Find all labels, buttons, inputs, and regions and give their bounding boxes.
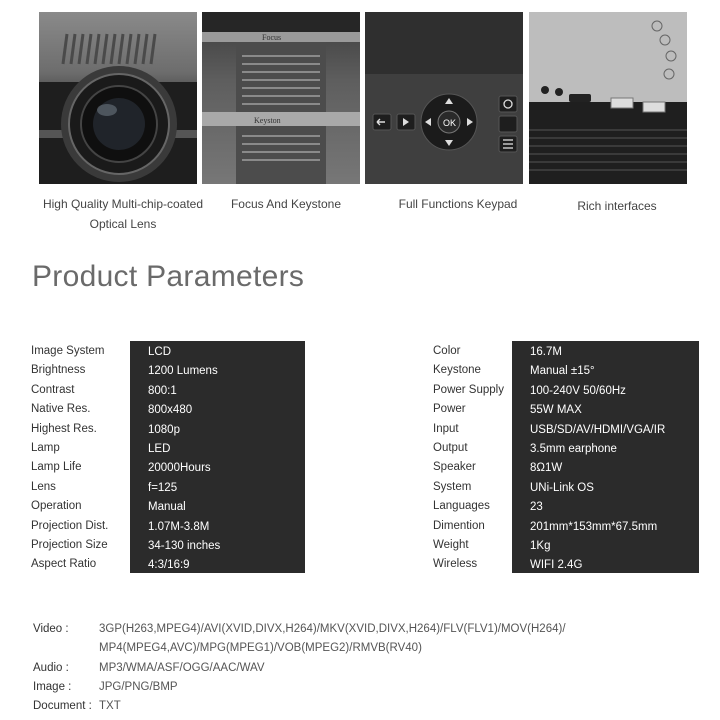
video-label: Video : [33, 623, 69, 635]
caption-lens [38, 194, 208, 234]
caption-lens-line2: Optical Lens [89, 217, 157, 231]
param-label: Output [433, 441, 468, 454]
param-label: Lamp [31, 441, 60, 454]
params-left-values [130, 341, 305, 573]
param-value: 201mm*153mm*67.5mm [530, 520, 658, 533]
interfaces-photo [529, 12, 687, 184]
param-value: 1.07M-3.8M [148, 520, 210, 533]
image-label: Image : [33, 681, 72, 693]
params-right-values [512, 341, 699, 573]
focus-keystone-photo [202, 12, 360, 184]
param-value: 55W MAX [530, 404, 582, 417]
svg-text:Keyston: Keyston [254, 116, 281, 125]
param-label: Projection Dist. [31, 519, 109, 532]
param-value: 800x480 [148, 404, 193, 417]
param-label: Languages [433, 500, 490, 513]
param-label: Brightness [31, 364, 86, 377]
image-formats: JPG/PNG/BMP [99, 681, 178, 693]
param-label: Highest Res. [31, 422, 97, 435]
caption-keypad-line1: Full Functions Keypad [398, 197, 518, 211]
param-label: Dimention [433, 519, 485, 532]
caption-interfaces-line1: Rich interfaces [577, 199, 657, 213]
caption-lens-line1: High Quality Multi-chip-coated [42, 197, 204, 211]
param-label: Aspect Ratio [31, 558, 97, 571]
param-value: f=125 [148, 481, 178, 494]
param-label: Speaker [433, 461, 476, 474]
audio-formats: MP3/WMA/ASF/OGG/AAC/WAV [99, 662, 265, 674]
param-value: LCD [148, 346, 172, 358]
video-formats-line2: MP4(MPEG4,AVC)/MPG(MPEG1)/VOB(MPEG2)/RMVB(RV40) [99, 642, 422, 654]
param-label: Lamp Life [31, 461, 82, 474]
caption-focus-line1: Focus And Keystone [230, 197, 342, 211]
param-value: 4:3/16:9 [148, 559, 190, 572]
page-title: Product Parameters [32, 260, 305, 293]
params-left-labels [31, 342, 108, 575]
param-value: Manual ±15° [530, 365, 595, 378]
lens-photo [39, 12, 197, 184]
keypad-photo [365, 12, 523, 184]
param-value: 20000Hours [148, 462, 211, 475]
caption-interfaces [546, 196, 688, 216]
param-label: Projection Size [31, 538, 108, 551]
param-value: WIFI 2.4G [530, 559, 583, 572]
param-label: Native Res. [31, 403, 91, 416]
svg-text:OK: OK [443, 118, 457, 128]
document-formats: TXT [99, 700, 121, 712]
param-value: 800:1 [148, 384, 177, 397]
param-value: UNi-Link OS [530, 481, 594, 494]
param-value: 8Ω1W [530, 462, 563, 475]
param-value: 23 [530, 501, 543, 514]
param-value: USB/SD/AV/HDMI/VGA/IR [530, 423, 666, 436]
param-value: 3.5mm earphone [530, 442, 617, 455]
caption-keypad [378, 194, 538, 214]
param-label: Keystone [433, 364, 481, 377]
param-label: System [433, 480, 472, 493]
param-label: Power Supply [433, 383, 504, 396]
param-label: Lens [31, 480, 56, 493]
param-value: LED [148, 442, 171, 455]
param-label: Input [433, 422, 459, 435]
param-value: 1Kg [530, 539, 551, 552]
audio-label: Audio : [33, 662, 69, 674]
param-value: 34-130 inches [148, 539, 221, 552]
param-label: Wireless [433, 558, 478, 571]
param-value: 1080p [148, 423, 180, 436]
param-label: Color [433, 345, 461, 357]
video-formats-line1: 3GP(H263,MPEG4)/AVI(XVID,DIVX,H264)/MKV(XVID,DIVX,H264)/FLV(FLV1)/MOV(H264)/ [99, 623, 566, 635]
params-right-labels [433, 342, 504, 575]
param-label: Image System [31, 345, 105, 357]
param-value: Manual [148, 501, 186, 514]
param-value: 100-240V 50/60Hz [530, 384, 626, 397]
document-label: Document : [33, 700, 92, 712]
param-label: Contrast [31, 383, 75, 396]
svg-text:Focus: Focus [262, 33, 282, 42]
caption-focus [206, 194, 366, 214]
param-label: Weight [433, 538, 469, 551]
param-label: Power [433, 403, 466, 416]
param-value: 1200 Lumens [148, 365, 218, 378]
param-label: Operation [31, 500, 82, 513]
param-value: 16.7M [530, 346, 562, 358]
